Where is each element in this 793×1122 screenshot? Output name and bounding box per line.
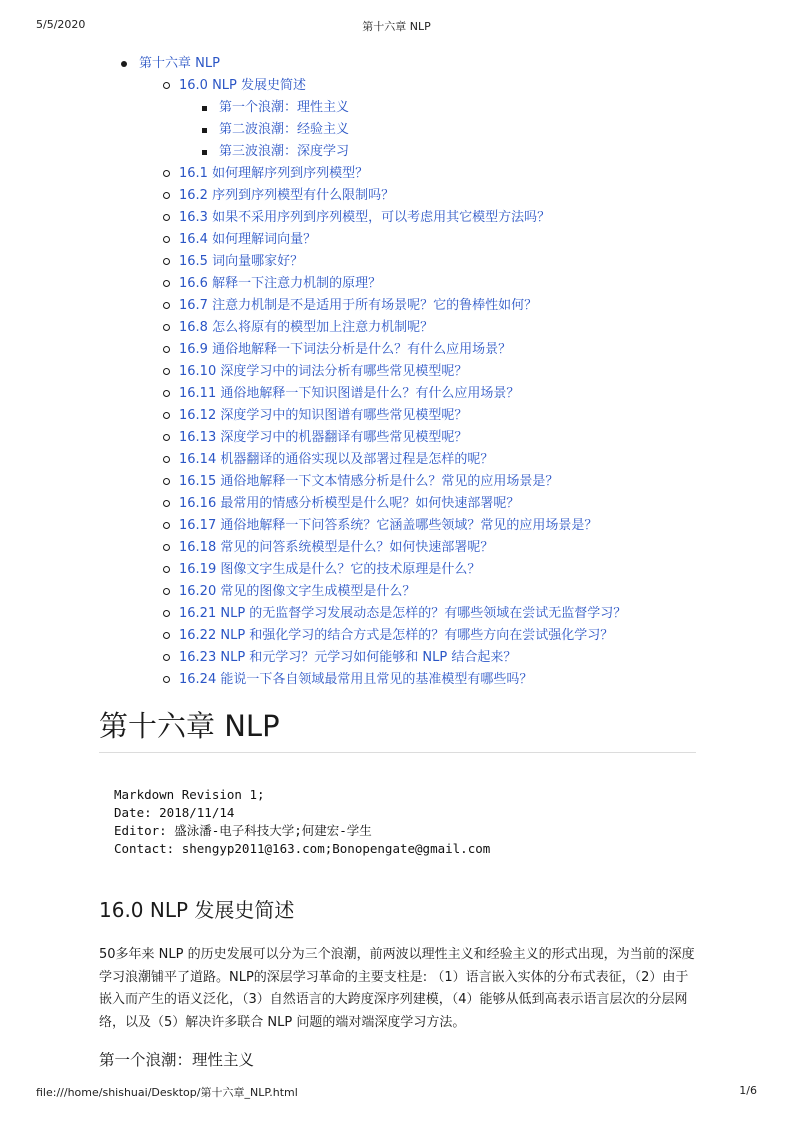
toc-link[interactable]: 16.13 深度学习中的机器翻译有哪些常见模型呢？ <box>179 430 468 445</box>
circle-bullet <box>163 610 170 617</box>
toc-item <box>120 471 720 493</box>
circle-bullet <box>163 280 170 287</box>
circle-bullet <box>163 588 170 595</box>
circle-bullet <box>163 236 170 243</box>
page-number: 1/6 <box>739 1084 757 1097</box>
circle-bullet <box>163 390 170 397</box>
body-paragraph: 50多年来 NLP 的历史发展可以分为三个浪潮，前两波以理性主义和经验主义的形式出现，为当前的深度学习浪潮铺平了道路。NLP的深层学习革命的主要支柱是: （1）语言嵌入实体的分布式表征，（2）由于嵌入而产生的语义泛化，（3）自然语言的大跨度深序列建模，（4）能够从低到高表示语言层次的分层网络，以及（5）解决许多联合 NLP 问题的端对端深度学习方法。 <box>99 947 695 1030</box>
toc-link[interactable]: 16.24 能说一下各自领域最常用且常见的基准模型有哪些吗？ <box>179 672 533 687</box>
toc-link[interactable]: 16.7 注意力机制是不是适用于所有场景呢？它的鲁棒性如何？ <box>179 298 538 313</box>
print-url: file:///home/shishuai/Desktop/第十六章_NLP.html <box>36 1086 298 1099</box>
toc-item <box>120 559 720 581</box>
toc-link[interactable]: 16.11 通俗地解释一下知识图谱是什么？有什么应用场景？ <box>179 386 520 401</box>
toc-item <box>120 603 720 625</box>
code-line: Date: 2018/11/14 <box>114 805 235 820</box>
toc-link[interactable]: 16.14 机器翻译的通俗实现以及部署过程是怎样的呢？ <box>179 452 494 467</box>
toc-item <box>120 317 720 339</box>
toc-link-chapter[interactable]: 第十六章 NLP <box>139 56 220 71</box>
circle-bullet <box>163 192 170 199</box>
toc-item <box>120 185 720 207</box>
toc-link[interactable]: 16.23 NLP 和元学习？元学习如何能够和 NLP 结合起来？ <box>179 650 517 665</box>
toc-subitem <box>120 119 720 141</box>
square-bullet <box>202 128 207 133</box>
toc-item <box>120 427 720 449</box>
toc-item <box>120 339 720 361</box>
print-title: 第十六章 NLP <box>362 20 431 33</box>
toc-link[interactable]: 16.6 解释一下注意力机制的原理？ <box>179 276 382 291</box>
circle-bullet <box>163 82 170 89</box>
toc-link[interactable]: 16.10 深度学习中的词法分析有哪些常见模型呢？ <box>179 364 468 379</box>
toc-subitem <box>120 97 720 119</box>
toc-link[interactable]: 16.22 NLP 和强化学习的结合方式是怎样的？有哪些方向在尝试强化学习？ <box>179 628 614 643</box>
code-line: Markdown Revision 1; <box>114 787 265 802</box>
circle-bullet <box>163 566 170 573</box>
toc-item <box>120 449 720 471</box>
toc-link[interactable]: 16.2 序列到序列模型有什么限制吗？ <box>179 188 395 203</box>
square-bullet <box>202 106 207 111</box>
toc-link-wave-2[interactable]: 第二波浪潮：经验主义 <box>219 122 350 137</box>
print-header <box>36 18 757 34</box>
circle-bullet <box>163 302 170 309</box>
print-date: 5/5/2020 <box>36 18 86 31</box>
toc-link[interactable]: 16.19 图像文字生成是什么？它的技术原理是什么？ <box>179 562 481 577</box>
toc-link[interactable]: 16.21 NLP 的无监督学习发展动态是怎样的？有哪些领域在尝试无监督学习？ <box>179 606 627 621</box>
toc-link[interactable]: 16.1 如何理解序列到序列模型？ <box>179 166 369 181</box>
toc-item <box>120 75 720 97</box>
print-footer <box>36 1084 757 1100</box>
circle-bullet <box>163 412 170 419</box>
toc-link[interactable]: 16.17 通俗地解释一下问答系统？它涵盖哪些领域？常见的应用场景是？ <box>179 518 598 533</box>
toc-link-wave-1[interactable]: 第一个浪潮：理性主义 <box>219 100 350 115</box>
circle-bullet <box>163 478 170 485</box>
code-line: Editor: 盛泳潘-电子科技大学;何建宏-学生 <box>114 823 372 838</box>
toc-link[interactable]: 16.16 最常用的情感分析模型是什么呢？如何快速部署呢？ <box>179 496 520 511</box>
toc-item <box>120 405 720 427</box>
toc-link[interactable]: 16.8 怎么将原有的模型加上注意力机制呢？ <box>179 320 434 335</box>
circle-bullet <box>163 500 170 507</box>
circle-bullet <box>163 324 170 331</box>
toc-item <box>120 625 720 647</box>
revision-code-block <box>114 786 490 858</box>
toc-item <box>120 163 720 185</box>
toc-item <box>120 251 720 273</box>
circle-bullet <box>163 456 170 463</box>
toc-item <box>120 229 720 251</box>
toc-item <box>120 581 720 603</box>
toc-link[interactable]: 16.4 如何理解词向量？ <box>179 232 317 247</box>
toc-link[interactable]: 16.3 如果不采用序列到序列模型，可以考虑用其它模型方法吗？ <box>179 210 551 225</box>
circle-bullet <box>163 258 170 265</box>
toc-item <box>120 493 720 515</box>
circle-bullet <box>163 368 170 375</box>
subsection-heading: 第一个浪潮：理性主义 <box>99 1051 255 1069</box>
circle-bullet <box>163 170 170 177</box>
toc-subitem <box>120 141 720 163</box>
toc-link[interactable]: 16.20 常见的图像文字生成模型是什么？ <box>179 584 416 599</box>
toc-item <box>120 537 720 559</box>
toc-link[interactable]: 16.15 通俗地解释一下文本情感分析是什么？常见的应用场景是？ <box>179 474 559 489</box>
toc-item <box>120 361 720 383</box>
toc-link[interactable]: 16.5 词向量哪家好？ <box>179 254 304 269</box>
square-bullet <box>202 150 207 155</box>
circle-bullet <box>163 654 170 661</box>
circle-bullet <box>163 214 170 221</box>
toc-root-item <box>120 53 720 75</box>
toc-item <box>120 295 720 317</box>
code-line: Contact: shengyp2011@163.com;Bonopengate@gmail.com <box>114 841 491 856</box>
section-heading: 16.0 NLP 发展史简述 <box>99 898 295 922</box>
toc-link[interactable]: 16.9 通俗地解释一下词法分析是什么？有什么应用场景？ <box>179 342 512 357</box>
toc-link[interactable]: 16.12 深度学习中的知识图谱有哪些常见模型呢？ <box>179 408 468 423</box>
circle-bullet <box>163 632 170 639</box>
toc-item <box>120 273 720 295</box>
toc-link-history[interactable]: 16.0 NLP 发展史简述 <box>179 78 307 93</box>
toc-item <box>120 207 720 229</box>
circle-bullet <box>163 676 170 683</box>
circle-bullet <box>163 346 170 353</box>
toc-link[interactable]: 16.18 常见的问答系统模型是什么？如何快速部署呢？ <box>179 540 494 555</box>
toc-link-wave-3[interactable]: 第三波浪潮：深度学习 <box>219 144 350 159</box>
table-of-contents <box>120 53 720 691</box>
toc-item <box>120 383 720 405</box>
disc-bullet <box>121 61 127 67</box>
title-divider <box>99 752 696 753</box>
page-title: 第十六章 NLP <box>99 709 280 743</box>
toc-item <box>120 647 720 669</box>
toc-item <box>120 515 720 537</box>
circle-bullet <box>163 434 170 441</box>
circle-bullet <box>163 544 170 551</box>
toc-item <box>120 669 720 691</box>
circle-bullet <box>163 522 170 529</box>
